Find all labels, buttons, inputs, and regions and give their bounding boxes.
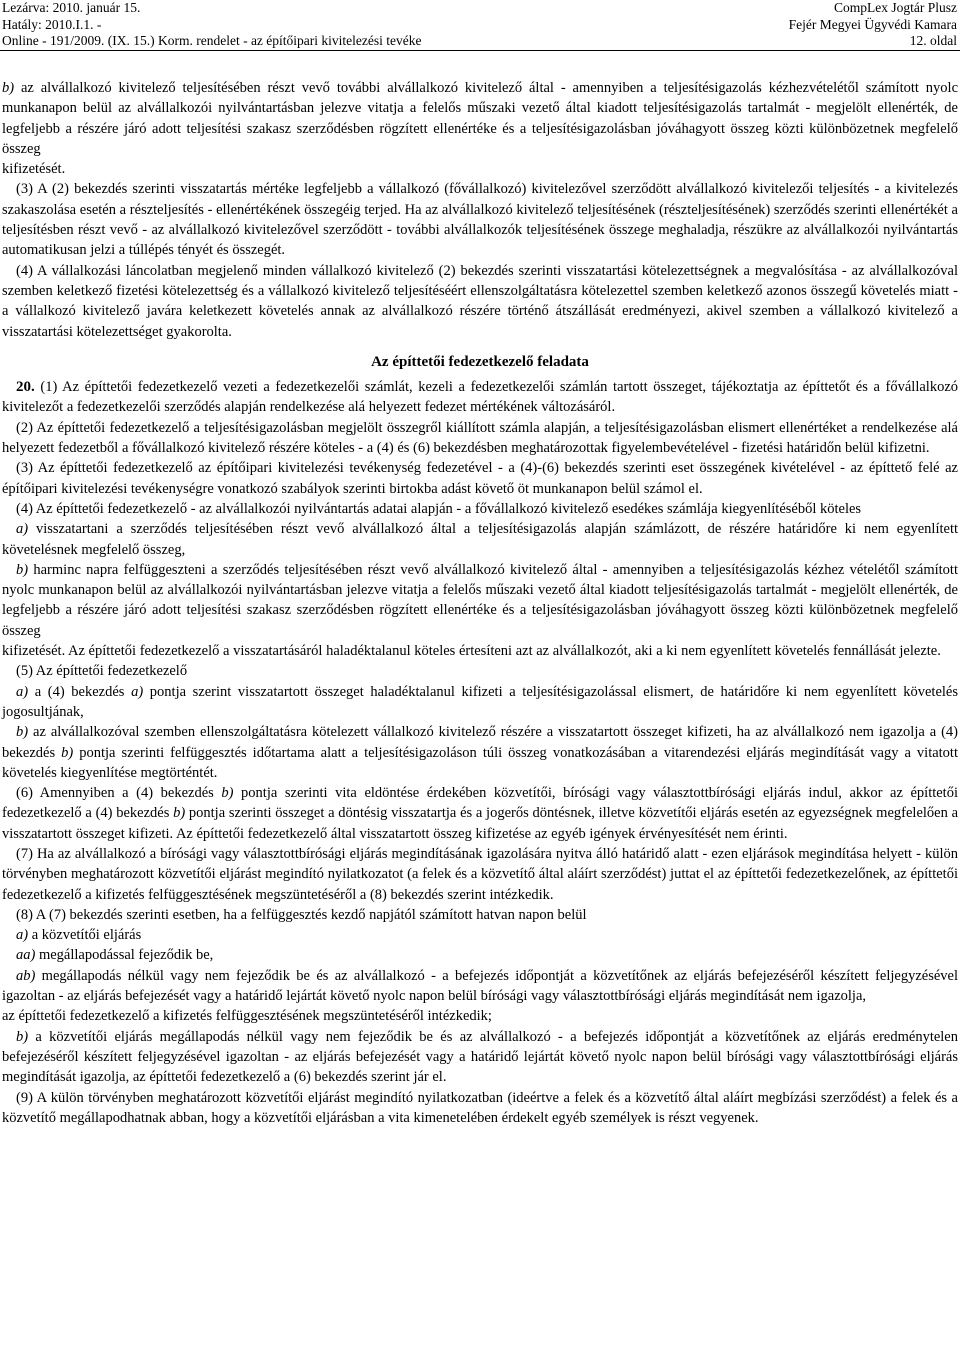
paragraph-text: az alvállalkozóval szemben ellenszolgáltatásra kötelezett vállalkozó kivitelező részére a visszatartott összeget kifizeti, ha az alvállalkozó nem igazolja a (4) bekezdés [2,724,958,761]
paragraph-text: pontja szerinti összeget a döntésig visszatartja és a jogerős döntésnek, illetve közvetítői eljárás esetén az egyezségnek megfelelően a visszatartott összeget kifizeti. Az építtetői fedezetkezelő által visszatartott összeg kifizetése az egyéb igények érvényesítését nem érinti. [2,805,959,842]
paragraph-text: visszatartani a szerződés teljesítésében részt vevő alvállalkozó által a teljesítésigazolás alapján számlázott, de részére határidőre ki nem egyenlített követelésnek megfelelő összeg, [2,521,958,558]
header-right [789,0,957,50]
header-left [2,0,421,50]
section-20-paragraph-1 [2,377,958,418]
section-20-4-point-b [2,560,958,641]
paragraph-text: megállapodás nélkül vagy nem fejeződik be és az alvállalkozó - a befejezés időpontját a közvetítőnek az eljárás befejezéséről készített feljegyzésével igazoltan - az eljárás befejezését vagy a határidő lejártát követő nyolc napon belül bírósági vagy választottbírósági eljárás megindítását nem igazolja, [2,967,958,1005]
point-marker: b) [2,80,15,96]
paragraph-text: a (4) bekezdés [28,683,132,700]
section-20-8-closing: az építtetői fedezetkezelő a kifizetés felfüggesztésének megszüntetéséről intézkedik; [2,1008,492,1025]
section-20-paragraph-3: (3) Az építtetői fedezetkezelő az építőipari kivitelezési tevékenység fedezetével - a (4)-(6) bekezdés szerinti eset összegének kivételével - az építtető felé az építőipari kivitelezési tevékenységre vonatkozó szabályok szerinti birtokba adást követő öt munkanapon belül számol el. [2,460,958,497]
header-product-name: CompLex Jogtár Plusz [834,0,957,15]
paragraph-19-4: (4) A vállalkozási láncolatban megjelenő minden vállalkozó kivitelező (2) bekezdés szerinti visszatartási kötelezettségnek a megvalósítása - az alvállalkozóval szemben keletkező fizetési kötelezettség és a vállalkozó kivitelező teljesítéséért ellenszolgáltatásra kötelezettel szemben keletkező azonos összegű követelés miatt - a vállalkozó kivitelező javára keletkezett követelés annak az alvállalkozó részére történő átszállását eredményezi, akivel szemben a vállalkozó kivitelező a visszatartási kötelezettséget gyakorolta. [2,262,958,340]
point-marker: ab) [16,967,36,984]
section-20-5-point-b [2,722,958,783]
paragraph-text: pontja szerinti felfüggesztés időtartama alatt a teljesítésigazoláson túli összeg vonatkozásában a vitarendezési eljárás megindítását vagy a vitatott követelés kiegyenlítése megtörténtét. [2,744,958,781]
point-reference: b) [221,785,234,802]
point-marker: a) [16,683,29,700]
header-divider [0,50,960,51]
point-marker: b) [16,1028,29,1045]
section-20-paragraph-9: (9) A külön törvényben meghatározott közvetítői eljárást megindító nyilatkozatban (ideértve a felek és a közvetítő által aláírt megbízási szerződést) a felek és a közvetítő megállapodhatnak abban, hogy a közvetítői eljárásban a vita kimenetelében érdekelt egyéb személyek is részt vegyenek. [2,1089,958,1126]
page-header [0,0,960,50]
section-20-8-point-ab [2,966,958,1007]
section-number: 20. [16,379,35,396]
section-20-5-point-a [2,682,958,723]
paragraph-19-3: (3) A (2) bekezdés szerinti visszatartás mértéke legfeljebb a vállalkozó (fővállalkozó) kivitelezővel szerződött alvállalkozó kivitelezői teljesítés - a kivitelezés szakaszolása esetén a részteljesítés - ellenértékének összegéig terjed. Ha az alvállalkozó kivitelező teljesítésének (részteljesítésének) szerződés szerinti ellenértékét a teljesítésben részt vevő - az alvállalkozó kivitelezővel szerződött - további alvállalkozók teljesítésének összege meghaladja, részükre az alvállalkozói nyilvántartás automatikusan jelzi a túllépés tényét és összegét. [2,181,958,259]
paragraph-text: a közvetítői eljárás megállapodás nélkül vagy nem fejeződik be és az alvállalkozó - a befejezés időpontját a közvetítőnek az eljárás eredménytelen befejezéséről készített feljegyzésével igazoltan - az eljárás befejezését vagy a határidő lejártát követő nyolc napon belül bírósági vagy választottbírósági eljárás megindítását igazolja, az építtetői fedezetkezelő a (6) bekezdés szerint jár el. [2,1028,958,1086]
paragraph-text: az alvállalkozó kivitelező teljesítésében részt vevő további alvállalkozó kivitelező által - amennyiben a teljesítésigazolás kézhezvételétől számított nyolc munkanapon belül az alvállalkozói nyilvántartásban jelezve vitatja a felelős műszaki vezető által kiadott teljesítésigazolás tartalmát - megjelölt ellenérték, de legfeljebb a részére járó adott teljesítési szakasz szerződésben rögzített ellenértéke és a teljesítésigazolásban jóváhagyott összeg közti különbözetnek megfelelő összeg [2,80,958,157]
section-20-paragraph-8: (8) A (7) bekezdés szerinti esetben, ha a felfüggesztés kezdő napjától számított hatvan napon belül [16,906,587,923]
section-20-8-point-aa [2,945,958,965]
point-marker: aa) [16,947,36,964]
header-closed-date: Lezárva: 2010. január 15. [2,0,141,15]
section-20-8-point-b [2,1027,958,1088]
paragraph-b-continued [2,78,958,159]
point-marker: a) [16,927,29,944]
point-reference: a) [131,683,144,700]
paragraph-text: harminc napra felfüggeszteni a szerződés teljesítésében részt vevő alvállalkozó kivitelező által - amennyiben a teljesítésigazolás kézhez vételétől számított nyolc munkanapon belül az alvállalkozói nyilvántartásban jelezve vitatja a felelős műszaki vezető által kiadott teljesítésigazolás tartalmát - megjelölt ellenérték, de legfeljebb a részére járó adott teljesítési szakasz szerződésben rögzített ellenértéke és a teljesítésigazolásban jóváhagyott összeg közti különbözetnek megfelelő összeg [2,561,958,639]
point-marker: b) [16,561,29,578]
section-20-paragraph-6 [2,783,958,844]
section-20-paragraph-4: (4) Az építtetői fedezetkezelő - az alvállalkozói nyilvántartás adatai alapján - a fővállalkozó kivitelező esedékes számlája kiegyenlítéséből köteles [16,500,862,517]
section-20-paragraph-5: (5) Az építtetői fedezetkezelő [16,663,188,680]
paragraph-payment-end: kifizetését. [2,161,66,178]
paragraph-text: pontja szerinti vita eldöntése érdekében közvetítői, bírósági vagy választottbírósági eljárás indul, akkor az építtetői fedezetkezelő a (4) bekezdés [2,785,958,822]
header-licensee: Fejér Megyei Ügyvédi Kamara [788,16,957,32]
paragraph-text: a közvetítői eljárás [28,927,142,944]
section-20-paragraph-7: (7) Ha az alvállalkozó a bírósági vagy választottbírósági eljárás megindításának igazolására nyitva álló határidő alatt - ezen eljárások megindítása helyett - külön törvényben meghatározott közvetítői eljárást megindító nyilatkozatot (a felek és a közvetítő által aláírt szerződést) juttat el az építtetői fedezetkezelőnek, az építtetői fedezetkezelő a kifizetés felfüggesztésének megszüntetéséről a (8) bekezdés szerint intézkedik. [2,845,958,903]
section-20-4-point-a [2,519,958,560]
section-20-8-point-a [2,925,958,945]
paragraph-text: pontja szerint visszatartott összeget haladéktalanul kifizeti a teljesítésigazolással elismert, de határidőre ki nem egyenlített követelés jogosultjának, [2,683,958,720]
paragraph-text: (1) Az építtetői fedezetkezelő vezeti a fedezetkezelői számlát, kezeli a fedezetkezelői számlán tartott összeget, tájékoztatja az építtetőt és a fővállalkozó kivitelezőt a fedezetkezelői szerződés alapján rendelkezése alá helyezett fedezet mértékének változásáról. [2,379,958,416]
paragraph-text: megállapodással fejeződik be, [35,947,214,964]
section-heading: Az építtetői fedezetkezelő feladata [371,353,589,370]
document-body [2,78,958,1128]
point-marker: a) [16,521,29,538]
point-reference: b) [173,805,186,822]
section-20-paragraph-2: (2) Az építtetői fedezetkezelő a teljesítésigazolásban megjelölt összegről kiállított számla alapján, a teljesítésigazolásban elismert ellenértéket a rendelkezése alá helyezett fedezetből a fővállalkozó kivitelező részére köteles - a (4) és (6) bekezdésben meghatározottak figyelembevételével - fizetési határidőn belül kifizetni. [2,419,958,457]
header-effective-date: Hatály: 2010.I.1. - [2,16,102,32]
point-reference: b) [61,744,74,761]
paragraph-text: (6) Amennyiben a (4) bekezdés [16,785,222,802]
header-page-number: 12. oldal [909,33,957,48]
section-20-4-payment-end: kifizetését. Az építtetői fedezetkezelő a visszatartásáról haladéktalanul köteles értesíteni azt az alvállalkozót, aki a ki nem egyenlített követelés fennállását jelezte. [2,643,941,660]
point-marker: b) [16,724,29,741]
header-document-title: Online - 191/2009. (IX. 15.) Korm. rendelet - az építőipari kivitelezési tevéke [2,33,422,48]
